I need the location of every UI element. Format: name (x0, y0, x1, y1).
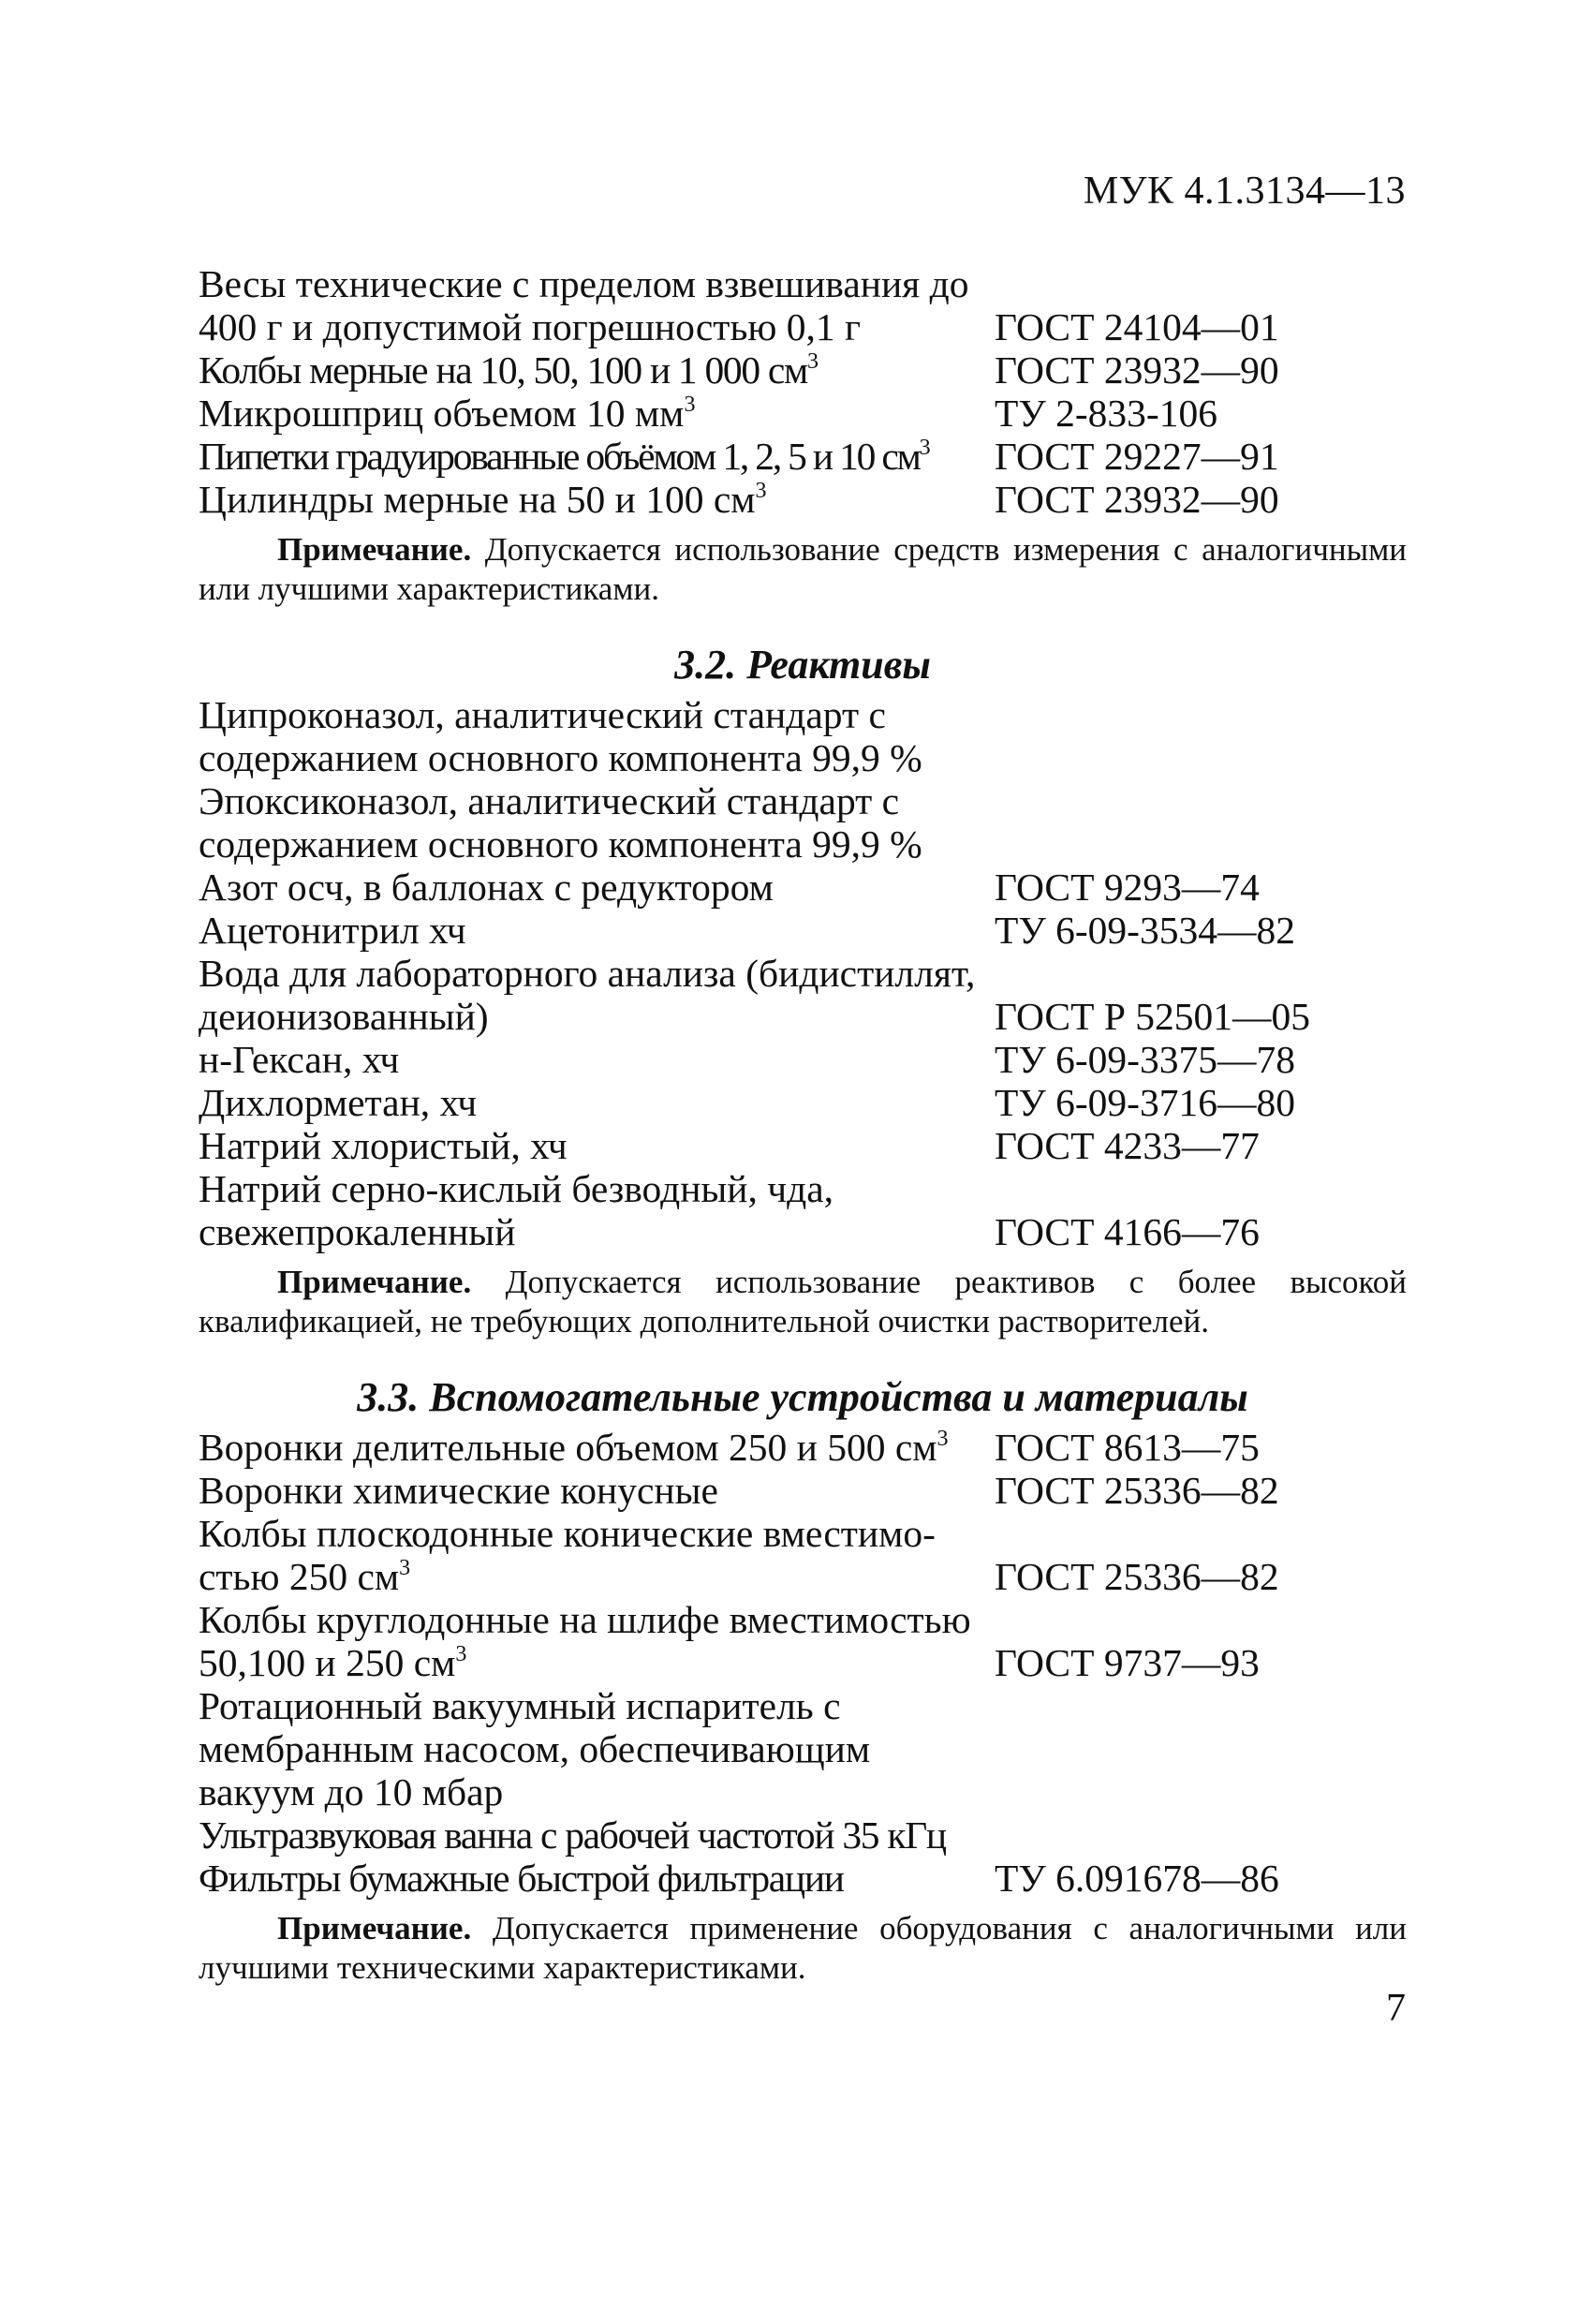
note-label: Примечание. (277, 1264, 472, 1300)
item-name: Цилиндры мерные на 50 и 100 $см^3$ (199, 478, 767, 521)
item-standard: ГОСТ 4233—77 (995, 1124, 1260, 1167)
note-equipment (199, 530, 1407, 609)
item-name: 400 г и допустимой погрешностью 0,1 г (199, 305, 862, 348)
note-text: Допускается применение оборудования с аналогичными или лучшими техническими характеристиками. (199, 1910, 1407, 1986)
auxiliary-list (199, 1426, 1407, 1900)
item-standard: ГОСТ 8613—75 (995, 1426, 1260, 1469)
note-text: Допускается использование реактивов с более высокой квалификацией, не требующих дополнительной очистки растворителей. (199, 1264, 1407, 1340)
superscript: 3 (455, 1642, 467, 1666)
item-standard: ТУ 6.091678—86 (995, 1857, 1279, 1900)
list-item (199, 262, 1407, 305)
superscript: 3 (755, 479, 767, 503)
list-item (199, 779, 1407, 822)
item-name: вакуум до 10 мбар (199, 1770, 504, 1813)
item-name: деионизованный) (199, 995, 489, 1038)
item-name: Воронки делительные объемом 250 и 500 $см^3$ (199, 1426, 949, 1469)
list-item (199, 1857, 1407, 1900)
item-name: свежепрокаленный (199, 1210, 516, 1253)
item-name: Микрошприц объемом 10 $мм^3$ (199, 392, 696, 435)
item-standard: ГОСТ Р 52501—05 (995, 995, 1311, 1038)
item-standard: ГОСТ 29227—91 (995, 435, 1279, 478)
item-name: Фильтры бумажные быстрой фильтрации (199, 1857, 844, 1900)
superscript: 3 (937, 1427, 949, 1451)
item-name: Эпоксиконазол, аналитический стандарт с (199, 779, 900, 822)
item-name: Ацетонитрил хч (199, 909, 466, 952)
item-name: Дихлорметан, хч (199, 1081, 478, 1124)
item-name: Воронки химические конусные (199, 1469, 718, 1512)
item-standard: ГОСТ 9737—93 (995, 1641, 1260, 1684)
item-name: Вода для лабораторного анализа (бидистиллят, (199, 952, 976, 995)
item-name: содержанием основного компонента 99,9 % (199, 822, 922, 866)
superscript: 3 (684, 392, 696, 417)
note-text: Допускается использование средств измерения с аналогичными или лучшими характеристиками. (199, 531, 1407, 607)
item-standard: ТУ 6-09-3375—78 (995, 1038, 1295, 1081)
item-name: 50,100 и 250 $см^3$ (199, 1641, 467, 1684)
note-label: Примечание. (277, 531, 472, 568)
superscript: 3 (399, 1556, 411, 1580)
item-name: мембранным насосом, обеспечивающим (199, 1727, 871, 1770)
item-name: содержанием основного компонента 99,9 % (199, 736, 922, 779)
item-standard: ГОСТ 25336—82 (995, 1555, 1279, 1598)
list-item (199, 435, 1407, 478)
item-name: Натрий серно-кислый безводный, чда, (199, 1167, 834, 1210)
list-item (199, 1684, 1407, 1727)
list-item (199, 1426, 1407, 1469)
list-item (199, 1641, 1407, 1684)
note-auxiliary (199, 1909, 1407, 1988)
list-item (199, 952, 1407, 995)
list-item (199, 392, 1407, 435)
item-name: Ципроконазол, аналитический стандарт с (199, 693, 886, 736)
list-item (199, 909, 1407, 952)
list-item (199, 1770, 1407, 1813)
equipment-list (199, 262, 1407, 521)
item-standard: ГОСТ 23932—90 (995, 348, 1279, 392)
superscript: 3 (919, 436, 929, 460)
section-title-auxiliary: 3.3. Вспомогательные устройства и материалы (357, 1374, 1248, 1420)
note-reagents (199, 1263, 1407, 1341)
list-item (199, 305, 1407, 348)
reagents-list (199, 693, 1407, 1253)
list-item (199, 995, 1407, 1038)
page-number: 7 (1386, 1987, 1406, 2030)
item-name: Колбы плоскодонные конические вместимо- (199, 1512, 936, 1555)
item-name: Пипетки градуированные объёмом 1, 2, 5 и 10 $см^3$ (199, 435, 929, 478)
item-standard: ТУ 2-833-106 (995, 392, 1217, 435)
item-name: Натрий хлористый, хч (199, 1124, 568, 1167)
item-name: Колбы мерные на 10, 50, 100 и 1 000 $см^3$ (199, 348, 818, 392)
list-item (199, 1469, 1407, 1512)
item-name: стью 250 $см^3$ (199, 1555, 411, 1598)
document-header: МУК 4.1.3134—13 (1083, 170, 1406, 213)
section-title-reagents: 3.2. Реактивы (674, 642, 931, 688)
list-item (199, 1813, 1407, 1857)
item-standard: ТУ 6-09-3534—82 (995, 909, 1295, 952)
list-item (199, 1555, 1407, 1598)
list-item (199, 736, 1407, 779)
list-item (199, 1167, 1407, 1210)
superscript: 3 (806, 349, 818, 374)
list-item (199, 1124, 1407, 1167)
list-item (199, 1038, 1407, 1081)
list-item (199, 693, 1407, 736)
list-item (199, 1081, 1407, 1124)
item-name: н-Гексан, хч (199, 1038, 400, 1081)
list-item (199, 1512, 1407, 1555)
document-body (199, 262, 1407, 1988)
list-item (199, 1727, 1407, 1770)
list-item (199, 822, 1407, 866)
item-standard: ГОСТ 25336—82 (995, 1469, 1279, 1512)
note-label: Примечание. (277, 1910, 472, 1947)
list-item (199, 348, 1407, 392)
list-item (199, 478, 1407, 521)
list-item (199, 1598, 1407, 1641)
item-standard: ТУ 6-09-3716—80 (995, 1081, 1295, 1124)
item-name: Весы технические с пределом взвешивания до (199, 262, 969, 305)
item-standard: ГОСТ 9293—74 (995, 866, 1260, 909)
list-item (199, 1210, 1407, 1253)
item-standard: ГОСТ 4166—76 (995, 1210, 1260, 1253)
item-standard: ГОСТ 24104—01 (995, 305, 1279, 348)
item-name: Ротационный вакуумный испаритель с (199, 1684, 841, 1727)
item-standard: ГОСТ 23932—90 (995, 478, 1279, 521)
item-name: Ультразвуковая ванна с рабочей частотой 35 кГц (199, 1813, 946, 1857)
list-item (199, 866, 1407, 909)
item-name: Азот осч, в баллонах с редуктором (199, 866, 774, 909)
item-name: Колбы круглодонные на шлифе вместимостью (199, 1598, 971, 1641)
